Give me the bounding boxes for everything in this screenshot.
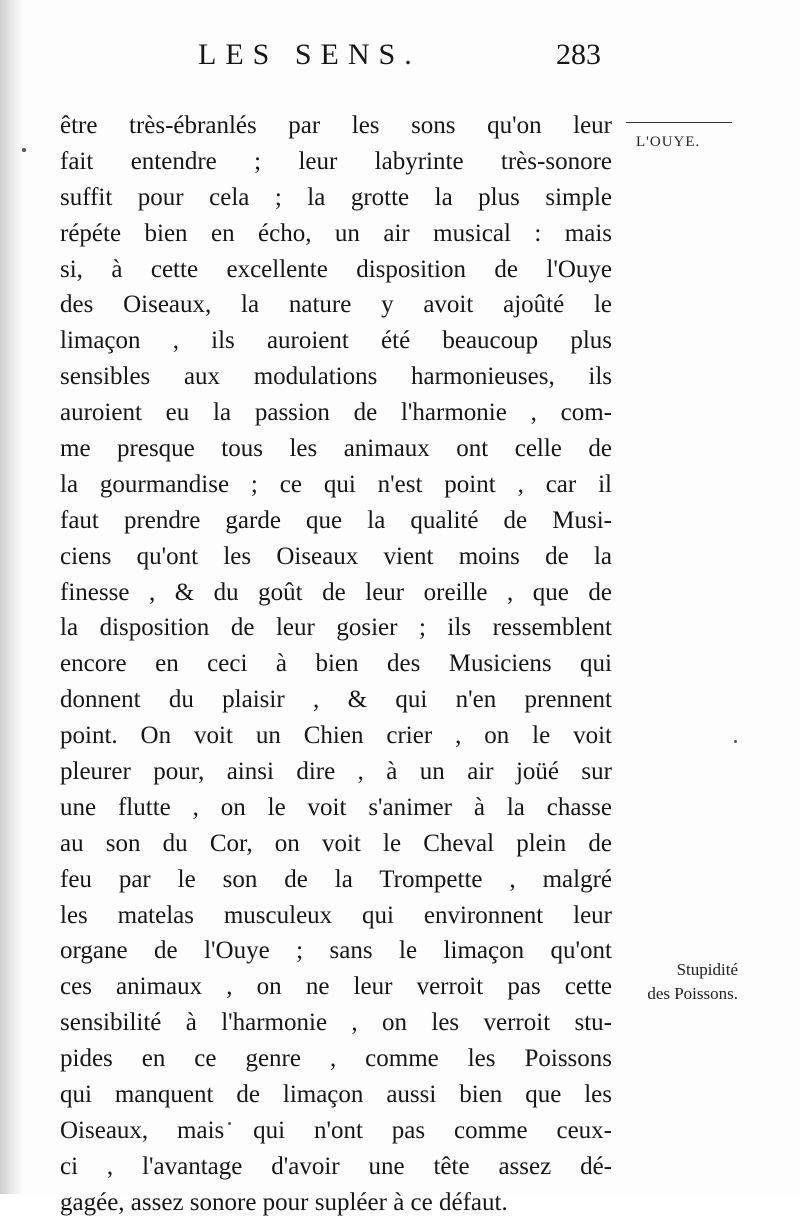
margin-note-stupidite-line-2: des Poissons. (647, 984, 738, 1003)
text-line: une flutte , on le voit s'animer à la chasse (60, 793, 612, 821)
text-line: sensibilité à l'harmonie , on les verroit stu- (60, 1009, 612, 1037)
text-line: finesse , & du goût de leur oreille , que de (60, 578, 612, 606)
text-line: organe de l'Ouye ; sans le limaçon qu'ont (60, 937, 612, 965)
running-title: LES SENS. (198, 38, 421, 71)
margin-note-stupidite-line-1: Stupidité (676, 960, 738, 979)
text-line: faut prendre garde que la qualité de Musi- (60, 506, 612, 534)
text-line: au son du Cor, on voit le Cheval plein de (60, 829, 612, 857)
text-line: limaçon , ils auroient été beaucoup plus (60, 327, 612, 355)
text-line: la disposition de leur gosier ; ils ressemblent (60, 614, 612, 642)
page-edge-shadow (0, 0, 22, 1194)
text-line: ces animaux , on ne leur verroit pas cette (60, 973, 612, 1001)
ink-speck (734, 740, 737, 743)
text-line: feu par le son de la Trompette , malgré (60, 865, 612, 893)
text-line: la gourmandise ; ce qui n'est point , car il (60, 470, 612, 498)
page-number: 283 (556, 38, 601, 71)
text-line: si, à cette excellente disposition de l'Ouye (60, 255, 612, 283)
ink-speck (22, 148, 26, 152)
text-line: être très-ébranlés par les sons qu'on leur (60, 112, 612, 139)
text-line: ci , l'avantage d'avoir une tête assez dé- (60, 1152, 612, 1180)
text-line: donnent du plaisir , & qui n'en prennent (60, 686, 612, 714)
body-text (60, 108, 612, 1221)
text-line: pides en ce genre , comme les Poissons (60, 1045, 612, 1073)
text-line: point. On voit un Chien crier , on le voit (60, 722, 612, 750)
text-line: ciens qu'ont les Oiseaux vient moins de la (60, 542, 612, 570)
text-line: Oiseaux, mais qui n'ont pas comme ceux- (60, 1116, 612, 1144)
text-line: me presque tous les animaux ont celle de (60, 435, 612, 463)
text-line: des Oiseaux, la nature y avoit ajoûté le (60, 291, 612, 319)
margin-note-stupidite (628, 958, 738, 1006)
text-line: encore en ceci à bien des Musiciens qui (60, 650, 612, 678)
text-line: répéte bien en écho, un air musical : mais (60, 219, 612, 247)
text-line: les matelas musculeux qui environnent leur (60, 901, 612, 929)
text-line: fait entendre ; leur labyrinte très-sonore (60, 147, 612, 175)
text-line: auroient eu la passion de l'harmonie , com- (60, 399, 612, 427)
text-line: suffit pour cela ; la grotte la plus simple (60, 183, 612, 211)
margin-rule (626, 122, 732, 123)
text-line: qui manquent de limaçon aussi bien que les (60, 1081, 612, 1109)
text-line: gagée, assez sonore pour supléer à ce défaut. (60, 1188, 508, 1216)
margin-note-ouye: L'OUYE. (636, 134, 701, 150)
text-line: sensibles aux modulations harmonieuses, ils (60, 363, 612, 391)
text-line: pleurer pour, ainsi dire , à un air joüé sur (60, 758, 612, 786)
